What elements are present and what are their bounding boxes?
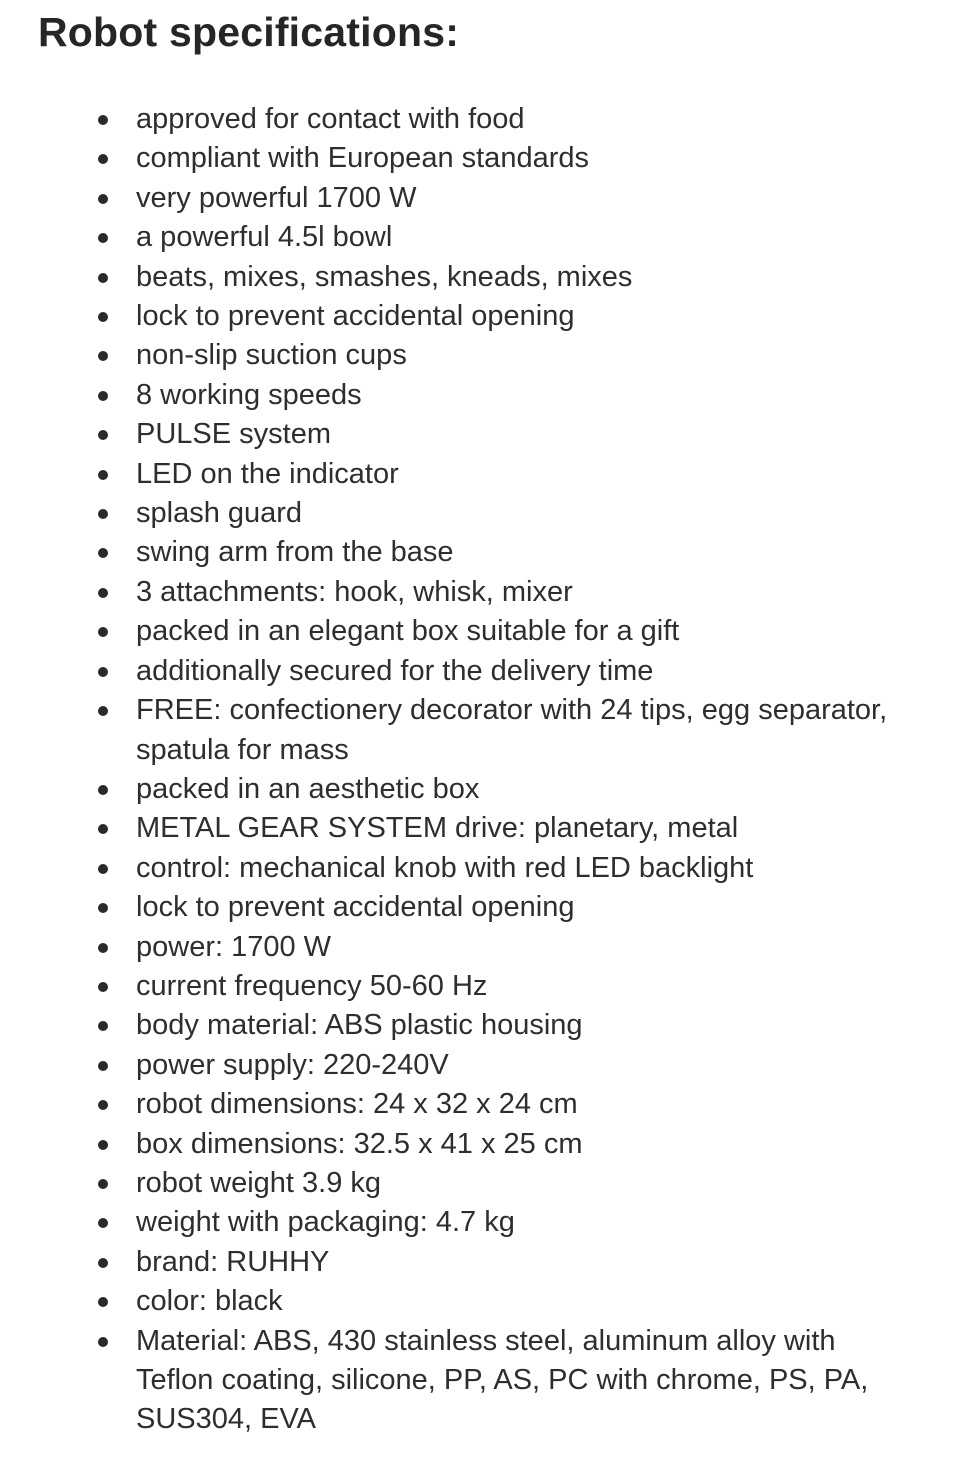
bullet-icon (98, 154, 108, 164)
list-item (0, 1006, 960, 1045)
bullet-icon (98, 1218, 108, 1228)
list-item-text: packed in an aesthetic box (136, 772, 480, 805)
list-item-text: color: black (136, 1285, 283, 1318)
bullet-icon (98, 1337, 108, 1347)
list-item (0, 1243, 960, 1282)
list-item-text: box dimensions: 32.5 x 41 x 25 cm (136, 1127, 583, 1160)
list-item-text: body material: ABS plastic housing (136, 1009, 583, 1042)
list-item (0, 1322, 960, 1440)
bullet-icon (98, 706, 108, 716)
list-item-text: 8 working speeds (136, 378, 362, 411)
list-item (0, 1203, 960, 1242)
list-item-text: PULSE system (136, 418, 331, 451)
list-item (0, 533, 960, 572)
list-item (0, 258, 960, 297)
list-item-text: packed in an elegant box suitable for a gift (136, 615, 680, 648)
list-item-text: compliant with European standards (136, 142, 589, 175)
list-item-text: current frequency 50-60 Hz (136, 969, 488, 1002)
bullet-icon (98, 509, 108, 519)
list-item-text: brand: RUHHY (136, 1245, 330, 1278)
list-item (0, 770, 960, 809)
list-item-text: lock to prevent accidental opening (136, 891, 575, 924)
list-item (0, 573, 960, 612)
list-item-text: weight with packaging: 4.7 kg (136, 1206, 515, 1239)
bullet-icon (98, 667, 108, 677)
list-item (0, 455, 960, 494)
list-item (0, 415, 960, 454)
list-item (0, 179, 960, 218)
list-item-text: robot dimensions: 24 x 32 x 24 cm (136, 1088, 578, 1121)
list-item-text: control: mechanical knob with red LED backlight (136, 851, 754, 884)
list-item-text: additionally secured for the delivery time (136, 654, 654, 687)
list-item (0, 494, 960, 533)
list-item-text: a powerful 4.5l bowl (136, 221, 393, 254)
list-item-text: approved for contact with food (136, 103, 525, 135)
bullet-icon (98, 470, 108, 480)
list-item (0, 967, 960, 1006)
bullet-icon (98, 1061, 108, 1071)
list-item-text: power supply: 220-240V (136, 1048, 449, 1081)
bullet-icon (98, 824, 108, 834)
bullet-icon (98, 588, 108, 598)
list-item-text: 3 attachments: hook, whisk, mixer (136, 575, 573, 608)
bullet-icon (98, 430, 108, 440)
bullet-icon (98, 1100, 108, 1110)
bullet-icon (98, 943, 108, 953)
bullet-icon (98, 785, 108, 795)
list-item-text: robot weight 3.9 kg (136, 1166, 382, 1199)
list-item (0, 100, 960, 139)
bullet-icon (98, 1021, 108, 1031)
bullet-icon (98, 982, 108, 992)
list-item-text: LED on the indicator (136, 457, 399, 490)
list-item-text: very powerful 1700 W (136, 181, 417, 214)
list-item-text: non-slip suction cups (136, 339, 407, 372)
bullet-icon (98, 864, 108, 874)
list-item (0, 336, 960, 375)
bullet-icon (98, 233, 108, 243)
list-item-text: Material: ABS, 430 stainless steel, aluminum alloy with Teflon coating, silicone, PP, AS, PC with chrome, PS, PA, SUS304, EVA (136, 1324, 869, 1436)
page-title: Robot specifications: (38, 9, 460, 55)
list-item (0, 139, 960, 178)
list-item (0, 691, 960, 770)
bullet-icon (98, 1258, 108, 1268)
bullet-icon (98, 115, 108, 125)
list-item-text: power: 1700 W (136, 930, 332, 963)
list-item-text: beats, mixes, smashes, kneads, mixes (136, 260, 633, 293)
list-item-text: splash guard (136, 497, 303, 530)
list-item-text: FREE: confectionery decorator with 24 tips, egg separator, spatula for mass (136, 694, 888, 766)
bullet-icon (98, 194, 108, 204)
list-item (0, 218, 960, 257)
list-item (0, 1164, 960, 1203)
bullet-icon (98, 351, 108, 361)
bullet-icon (98, 627, 108, 637)
list-item (0, 809, 960, 848)
list-item-text: lock to prevent accidental opening (136, 300, 575, 333)
bullet-icon (98, 273, 108, 283)
list-item (0, 1125, 960, 1164)
bullet-icon (98, 903, 108, 913)
bullet-icon (98, 391, 108, 401)
spec-list (0, 100, 960, 1440)
bullet-icon (98, 1140, 108, 1150)
bullet-icon (98, 1179, 108, 1189)
list-item (0, 297, 960, 336)
list-item (0, 1046, 960, 1085)
list-item (0, 888, 960, 927)
list-item (0, 376, 960, 415)
bullet-icon (98, 1297, 108, 1307)
list-item (0, 1085, 960, 1124)
list-item (0, 928, 960, 967)
list-item (0, 1282, 960, 1321)
list-item-text: METAL GEAR SYSTEM drive: planetary, metal (136, 812, 739, 845)
list-item (0, 849, 960, 888)
bullet-icon (98, 548, 108, 558)
list-item (0, 612, 960, 651)
list-item-text: swing arm from the base (136, 536, 454, 569)
list-item (0, 652, 960, 691)
bullet-icon (98, 312, 108, 322)
